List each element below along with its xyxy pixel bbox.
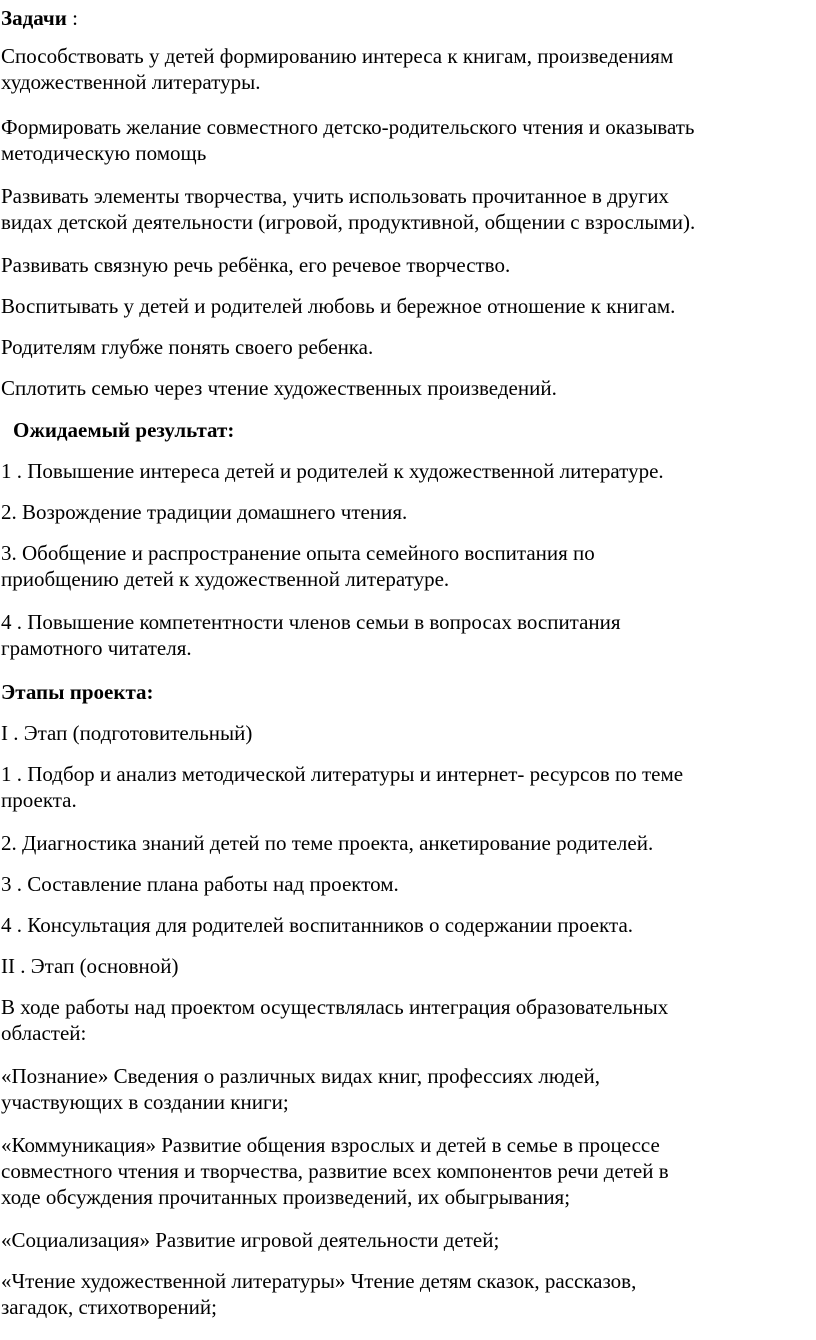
- task-3-line-2: видах детской деятельности (игровой, продуктивной, общении с взрослыми).: [1, 210, 696, 234]
- stage-2-item-2-line-2: участвующих в создании книги;: [1, 1090, 289, 1114]
- result-3-line-1: 3. Обобщение и распространение опыта семейного воспитания по: [1, 541, 595, 565]
- task-1-line-2: художественной литературы.: [1, 70, 261, 94]
- stage-1-item-1-line-2: проекта.: [1, 788, 77, 812]
- stage-1-item-2: 2. Диагностика знаний детей по теме проекта, анкетирование родителей.: [1, 831, 654, 855]
- stages-heading: Этапы проекта:: [1, 680, 154, 704]
- task-1-line-1: Способствовать у детей формированию интереса к книгам, произведениям: [1, 44, 674, 68]
- stage-2-item-3-line-2: совместного чтения и творчества, развитие всех компонентов речи детей в: [1, 1159, 669, 1183]
- result-heading: Ожидаемый результат:: [13, 418, 235, 442]
- tasks-heading-line: [1, 5, 78, 31]
- task-2-line-2: методическую помощь: [1, 141, 207, 165]
- stage-2-item-3-line-1: «Коммуникация» Развитие общения взрослых и детей в семье в процессе: [1, 1133, 660, 1157]
- result-4-line-1: 4 . Повышение компетентности членов семьи в вопросах воспитания: [1, 610, 621, 634]
- result-4-line-2: грамотного читателя.: [1, 636, 192, 660]
- stage-2-item-2-line-1: «Познание» Сведения о различных видах книг, профессиях людей,: [1, 1064, 600, 1088]
- stage-2-item-4: «Социализация» Развитие игровой деятельности детей;: [1, 1228, 500, 1252]
- stage-2-item-3-line-3: ходе обсуждения прочитанных произведений, их обыгрывания;: [1, 1185, 571, 1209]
- stage-1-title: I . Этап (подготовительный): [1, 721, 253, 745]
- tasks-heading-colon: :: [66, 6, 78, 30]
- result-2: 2. Возрождение традиции домашнего чтения.: [1, 500, 408, 524]
- result-1: 1 . Повышение интереса детей и родителей к художественной литературе.: [1, 459, 664, 483]
- stage-1-item-4: 4 . Консультация для родителей воспитанников о содержании проекта.: [1, 913, 634, 937]
- stage-1-item-1-line-1: 1 . Подбор и анализ методической литературы и интернет- ресурсов по теме: [1, 762, 684, 786]
- task-5: Воспитывать у детей и родителей любовь и бережное отношение к книгам.: [1, 294, 676, 318]
- stage-2-item-5-line-1: «Чтение художественной литературы» Чтение детям сказок, рассказов,: [1, 1269, 637, 1293]
- stage-2-item-1-line-2: областей:: [1, 1021, 87, 1045]
- task-3-line-1: Развивать элементы творчества, учить использовать прочитанное в других: [1, 184, 669, 208]
- task-7: Сплотить семью через чтение художественных произведений.: [1, 376, 557, 400]
- stage-2-item-5-line-2: загадок, стихотворений;: [1, 1295, 217, 1319]
- result-3-line-2: приобщению детей к художественной литературе.: [1, 567, 450, 591]
- stage-2-item-1-line-1: В ходе работы над проектом осуществлялась интеграция образовательных: [1, 995, 669, 1019]
- stage-1-item-3: 3 . Составление плана работы над проектом.: [1, 872, 399, 896]
- task-6: Родителям глубже понять своего ребенка.: [1, 335, 374, 359]
- task-2-line-1: Формировать желание совместного детско-родительского чтения и оказывать: [1, 115, 695, 139]
- stage-2-title: II . Этап (основной): [1, 954, 179, 978]
- task-4: Развивать связную речь ребёнка, его речевое творчество.: [1, 253, 511, 277]
- tasks-heading: Задачи: [1, 6, 67, 30]
